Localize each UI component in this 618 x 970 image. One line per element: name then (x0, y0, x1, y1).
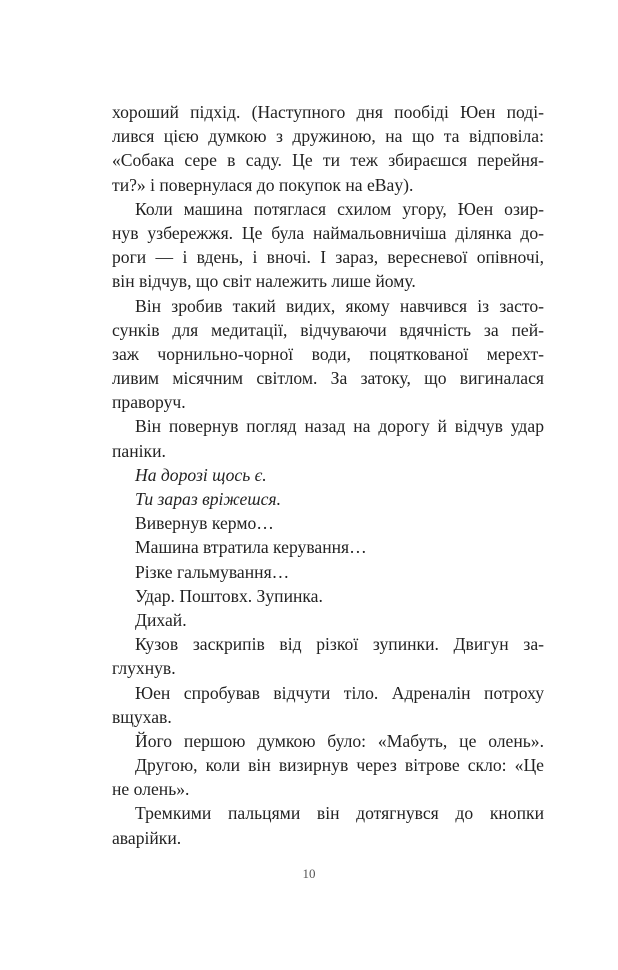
text-line: «Собака сере в саду. Це ти теж збираєшся перейня- (112, 150, 544, 171)
text-line: він відчув, що світ належить лише йому. (112, 271, 416, 292)
text-line: паніки. (112, 440, 166, 461)
text-line: Його першою думкою було: «Мабуть, це олень». (135, 730, 544, 751)
text-line: праворуч. (112, 392, 186, 413)
text-line: Другою, коли він визирнув через вітрове скло: «Це (135, 755, 544, 776)
text-line: Юен спробував відчути тіло. Адреналін потроху (135, 682, 544, 703)
text-line: роги — і вдень, і вночі. І зараз, вересневої опівночі, (112, 247, 544, 268)
text-line: Удар. Поштовх. Зупинка. (135, 585, 323, 606)
text-line: Вивернув кермо… (135, 513, 274, 534)
text-line: Він зробив такий видих, якому навчився із засто- (135, 295, 544, 316)
text-line: вщухав. (112, 706, 172, 727)
text-line: аварійки. (112, 827, 182, 848)
text-line: Кузов заскрипів від різкої зупинки. Двигун за- (135, 634, 544, 655)
text-line: лився цією думкою з дружиною, на що та відповіла: (112, 126, 544, 147)
text-line: Тремкими пальцями він дотягнувся до кнопки (135, 803, 544, 824)
text-line: глухнув. (112, 658, 176, 679)
text-line: заж чорнильно-чорної води, поцяткованої мерехт- (112, 343, 544, 364)
text-line: Різке гальмування… (135, 561, 290, 582)
text-line: ти?» і повернулася до покупок на eBay). (112, 174, 414, 195)
text-line: не олень». (112, 779, 190, 800)
text-line: Коли машина потяглася схилом угору, Юен озир- (135, 198, 544, 219)
text-line: сунків для медитації, відчуваючи вдячність за пей- (112, 319, 544, 340)
text-line: Він повернув погляд назад на дорогу й відчув удар (135, 416, 544, 437)
text-line: Машина втратила керування… (135, 537, 367, 558)
text-line: хороший підхід. (Наступного дня пообіді Юен поді- (112, 102, 544, 122)
page-number: 10 (302, 866, 316, 881)
text-line: нув узбережжя. Це була наймальовничіша ділянка до- (112, 222, 544, 243)
page-body-text (112, 100, 544, 850)
text-line: Ти зараз вріжешся. (135, 489, 282, 509)
text-line: На дорозі щось є. (135, 464, 267, 485)
text-line: ливим місячним світлом. За затоку, що вигиналася (112, 368, 544, 389)
text-line: Дихай. (135, 609, 187, 630)
